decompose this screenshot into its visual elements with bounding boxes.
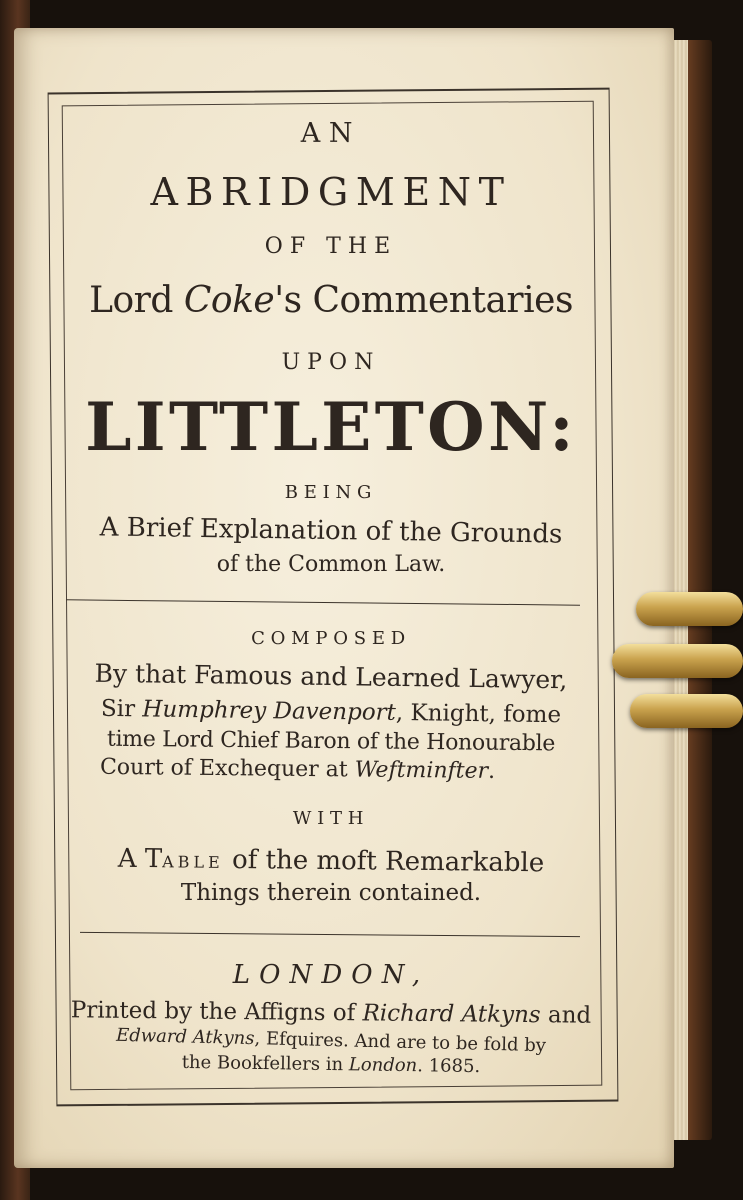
subtitle-line-2: of the Common Law.: [216, 552, 446, 577]
table-line-2: Things therein contained.: [180, 880, 482, 906]
imprint-year: . 1685.: [417, 1055, 481, 1078]
imprint-3-part1: the Bookfellers in: [181, 1051, 350, 1076]
author-2-part1: Sir: [100, 695, 143, 723]
table-line-1: [66, 843, 596, 879]
author-place: Weftminfter: [354, 757, 489, 784]
author-2-part2: , Knight, fome: [395, 699, 562, 729]
heading-coke: [66, 280, 596, 321]
imprint-line-1: [66, 997, 596, 1029]
author-4-part1: Court of Exchequer at: [99, 754, 355, 783]
brass-clasp: [612, 570, 743, 740]
heading-abridgment: ABRIDGMENT: [150, 170, 512, 214]
author-line-1: By that Famous and Learned Lawyer,: [94, 658, 568, 695]
author-4-part2: .: [487, 758, 496, 784]
coke-name: Coke: [183, 280, 275, 321]
table-rest: of the moft Remarkable: [223, 844, 545, 879]
heading-littleton: LITTLETON:: [85, 388, 577, 466]
heading-of-the: OF THE: [264, 234, 398, 259]
author-line-3: time Lord Chief Baron of the Honourable: [106, 726, 556, 757]
author-name: Humphrey Davenport: [142, 696, 397, 726]
coke-part1: Lord: [89, 280, 184, 321]
author-line-4: [100, 755, 520, 784]
imprint-city-2: London: [348, 1054, 418, 1077]
heading-composed: COMPOSED: [251, 628, 411, 649]
heading-upon: UPON: [281, 350, 381, 375]
table-t: A T: [117, 843, 163, 875]
heading-being: BEING: [284, 482, 378, 503]
imprint-printer-2: Edward Atkyns: [115, 1024, 255, 1050]
imprint-city: LONDON,: [232, 960, 430, 990]
subtitle-line-1: A Brief Explanation of the Grounds: [99, 512, 563, 550]
heading-an: AN: [300, 118, 362, 149]
heading-with: WITH: [292, 808, 370, 829]
imprint-1-part2: and: [540, 1002, 592, 1029]
imprint-printer-1: Richard Atkyns: [362, 1000, 541, 1029]
table-able: ABLE: [162, 852, 224, 872]
coke-part2: 's Commentaries: [274, 280, 573, 321]
imprint-2-part2: , Efquires. And are to be fold by: [254, 1028, 547, 1057]
imprint-1-part1: Printed by the Affigns of: [70, 997, 363, 1027]
